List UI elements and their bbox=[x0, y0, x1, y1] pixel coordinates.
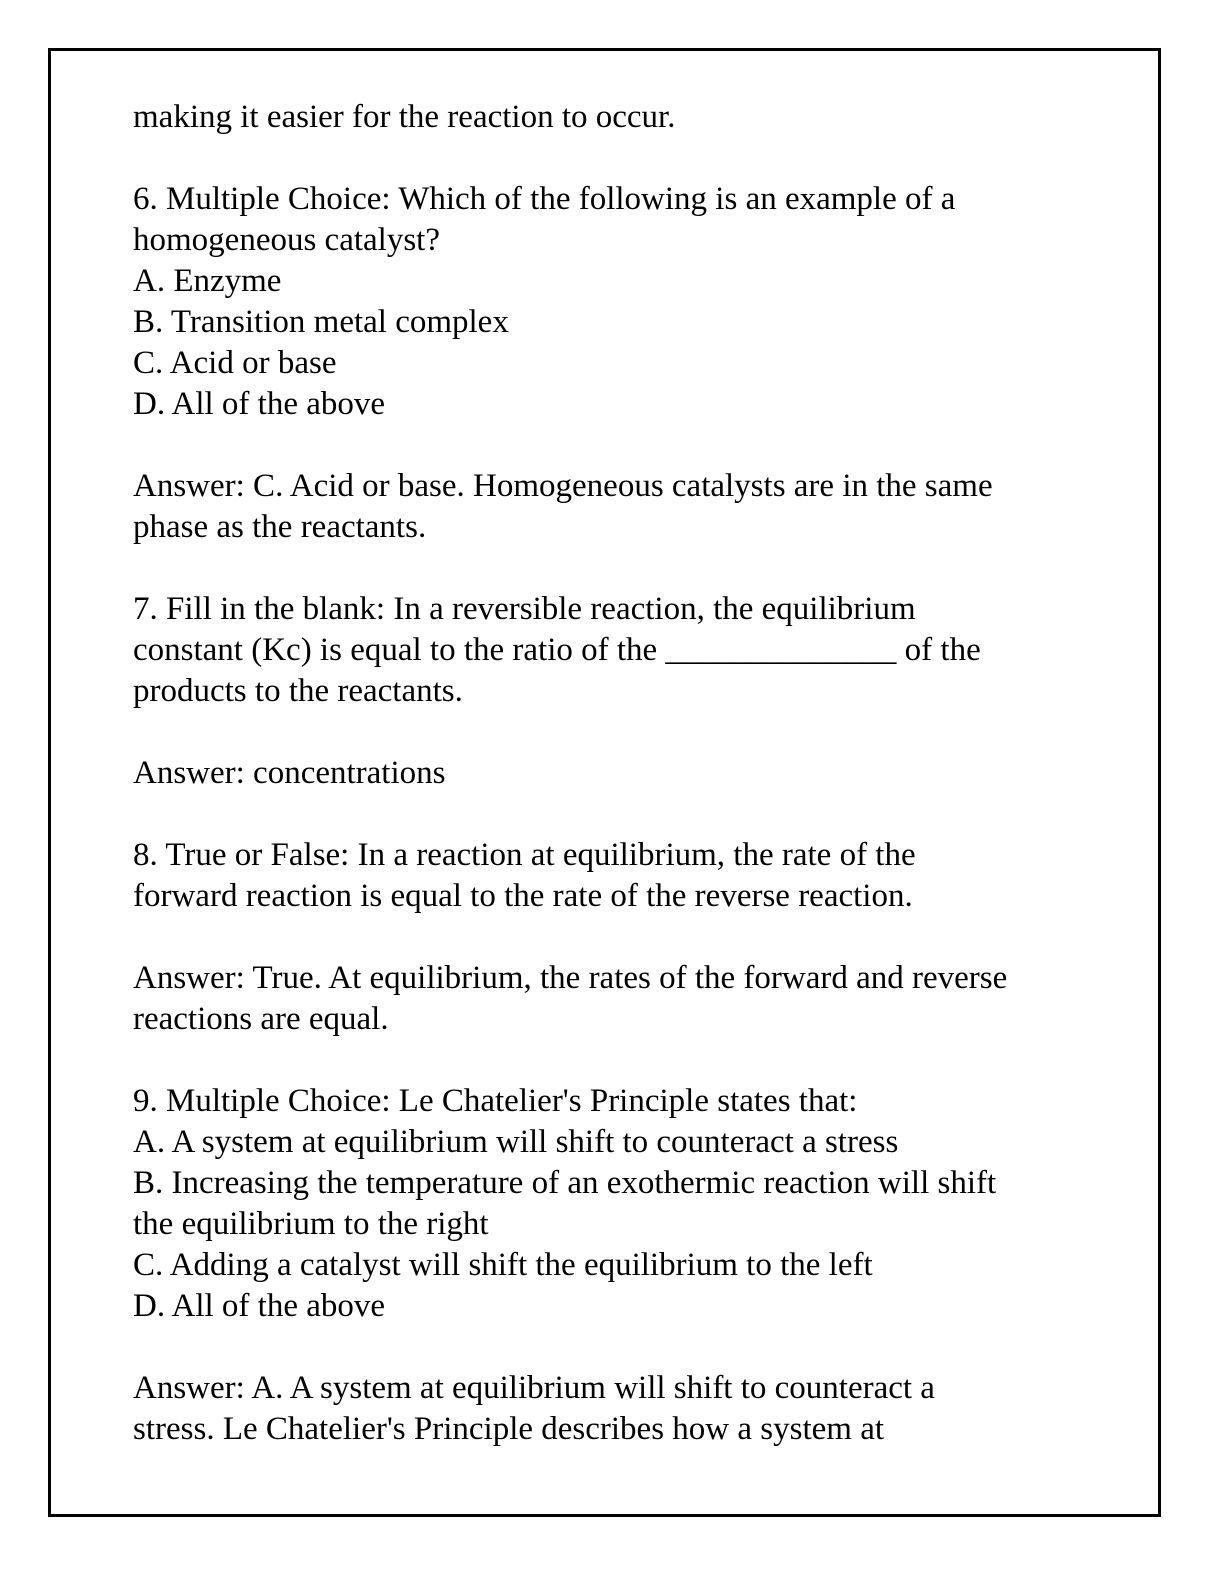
question-6-option-c: C. Acid or base bbox=[133, 345, 337, 381]
question-6 bbox=[133, 179, 1093, 548]
question-8-answer-line-1: Answer: True. At equilibrium, the rates of the forward and reverse bbox=[133, 960, 1008, 996]
question-6-option-b: B. Transition metal complex bbox=[133, 304, 509, 340]
question-9-option-a: A. A system at equilibrium will shift to counteract a stress bbox=[133, 1124, 899, 1160]
paragraph-gap bbox=[133, 1327, 1093, 1368]
question-9-answer-line-2: stress. Le Chatelier's Principle describes how a system at bbox=[133, 1411, 885, 1447]
question-9-answer-line-1: Answer: A. A system at equilibrium will shift to counteract a bbox=[133, 1370, 935, 1406]
question-6-answer-line-1: Answer: C. Acid or base. Homogeneous catalysts are in the same bbox=[133, 468, 993, 504]
question-6-option-d: D. All of the above bbox=[133, 386, 386, 422]
question-7 bbox=[133, 589, 1093, 794]
question-8-answer-line-2: reactions are equal. bbox=[133, 1001, 389, 1037]
question-8-stem-line-1: 8. True or False: In a reaction at equilibrium, the rate of the bbox=[133, 837, 916, 873]
paragraph-gap bbox=[133, 1040, 1093, 1081]
question-9-stem: 9. Multiple Choice: Le Chatelier's Principle states that: bbox=[133, 1083, 858, 1119]
paragraph-gap bbox=[133, 548, 1093, 589]
paragraph-gap bbox=[133, 712, 1093, 753]
question-6-answer-line-2: phase as the reactants. bbox=[133, 509, 427, 545]
question-9-option-d: D. All of the above bbox=[133, 1288, 386, 1324]
question-9-option-b-line-2: the equilibrium to the right bbox=[133, 1206, 489, 1242]
question-8-stem-line-2: forward reaction is equal to the rate of the reverse reaction. bbox=[133, 878, 913, 914]
paragraph-gap bbox=[133, 425, 1093, 466]
question-7-stem-line-1: 7. Fill in the blank: In a reversible reaction, the equilibrium bbox=[133, 591, 916, 627]
question-7-stem-line-3: products to the reactants. bbox=[133, 673, 463, 709]
continuation-text: making it easier for the reaction to occur. bbox=[133, 99, 676, 135]
paragraph-gap bbox=[133, 138, 1093, 179]
paragraph-gap bbox=[133, 794, 1093, 835]
question-7-answer: Answer: concentrations bbox=[133, 755, 446, 791]
document-body bbox=[133, 97, 1093, 1450]
question-9-option-b-line-1: B. Increasing the temperature of an exothermic reaction will shift bbox=[133, 1165, 997, 1201]
question-9 bbox=[133, 1081, 1093, 1450]
question-8 bbox=[133, 835, 1093, 1040]
question-6-stem-line-2: homogeneous catalyst? bbox=[133, 222, 440, 258]
paragraph-gap bbox=[133, 917, 1093, 958]
question-6-stem-line-1: 6. Multiple Choice: Which of the following is an example of a bbox=[133, 181, 956, 217]
question-6-option-a: A. Enzyme bbox=[133, 263, 282, 299]
question-7-stem-line-2: constant (Kc) is equal to the ratio of the ______________ of the bbox=[133, 632, 981, 668]
question-9-option-c: C. Adding a catalyst will shift the equilibrium to the left bbox=[133, 1247, 873, 1283]
